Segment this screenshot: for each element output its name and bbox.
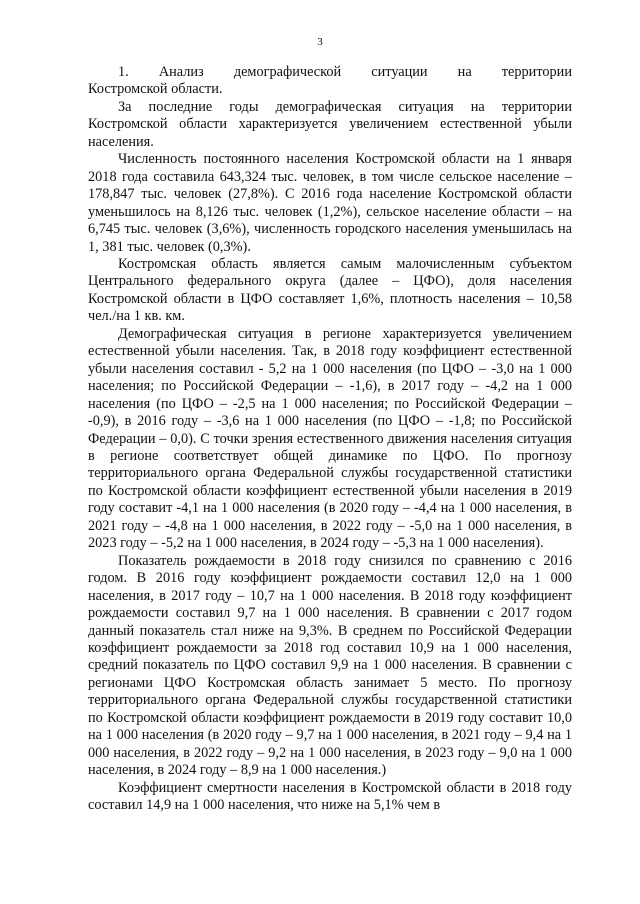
paragraph-cfd-share: Костромская область является самым малочисленным субъектом Центрального федерального округа (далее – ЦФО), доля населения Костромской области в ЦФО составляет 1,6%, плотность населения – 10,58 чел./на 1 кв. км. <box>88 255 572 325</box>
paragraph-natural-decline: Демографическая ситуация в регионе характеризуется увеличением естественной убыли населения. Так, в 2018 году коэффициент естественной убыли населения составил - 5,2 на 1 000 населения (по ЦФО – -3,0 на 1 000 населения; по Российской Федерации – -1,6), в 2017 году – -4,2 на 1 000 населения (по ЦФО – -2,5 на 1 000 населения; по Российской Федерации – -0,9), в 2016 году – -3,6 на 1 000 населения (по ЦФО – -1,8; по Российской Федерации – 0,0). С точки зрения естественного движения населения ситуация в регионе соответствует общей динамике по ЦФО. По прогнозу территориального органа Федеральной службы государственной статистики по Костромской области коэффициент естественной убыли населения в 2019 году составит -4,1 на 1 000 населения (в 2020 году – -4,4 на 1 000 населения, в 2021 году – -4,8 на 1 000 населения, в 2022 году – -5,0 на 1 000 населения, в 2023 году – -5,2 на 1 000 населения, в 2024 году – -5,3 на 1 000 населения). <box>88 325 572 552</box>
page-number: 3 <box>317 36 323 48</box>
document-body <box>88 64 572 814</box>
section-heading-continuation: Костромской области. <box>88 81 223 98</box>
paragraph-intro: За последние годы демографическая ситуация на территории Костромской области характеризуется увеличением естественной убыли населения. <box>88 98 572 150</box>
paragraph-population: Численность постоянного населения Костромской области на 1 января 2018 года составила 643,324 тыс. человек, в том числе сельское население – 178,847 тыс. человек (27,8%). С 2016 года население Костромской области уменьшилось на 8,126 тыс. человек (1,2%), сельское население области – на 6,745 тыс. человек (3,6%), численность городского населения уменьшилась на 1, 381 тыс. человек (0,3%). <box>88 151 572 255</box>
section-heading: 1. Анализ демографической ситуации на территории <box>118 64 572 80</box>
paragraph-birth-rate: Показатель рождаемости в 2018 году снизился по сравнению с 2016 годом. В 2016 году коэффициент рождаемости составил 12,0 на 1 000 населения, в 2017 году – 10,7 на 1 000 населения. В 2018 году коэффициент рождаемости составил 9,7 на 1 000 населения. В сравнении с 2017 годом данный показатель стал ниже на 9,3%. В среднем по Российской Федерации коэффициент рождаемости за 2018 год составил 10,9 на 1 000 населения, средний показатель по ЦФО составил 9,9 на 1 000 населения. В сравнении с регионами ЦФО Костромская область занимает 5 место. По прогнозу территориального органа Федеральной службы государственной статистики по Костромской области коэффициент рождаемости в 2019 году составит 10,0 на 1 000 населения (в 2020 году – 9,7 на 1 000 населения, в 2021 году – 9,4 на 1 000 населения, в 2022 году – 9,2 на 1 000 населения, в 2023 году – 9,0 на 1 000 населения, в 2024 году – 8,9 на 1 000 населения.) <box>88 552 572 779</box>
paragraph-mortality: Коэффициент смертности населения в Костромской области в 2018 году составил 14,9 на 1 000 населения, что ниже на 5,1% чем в <box>88 779 572 814</box>
